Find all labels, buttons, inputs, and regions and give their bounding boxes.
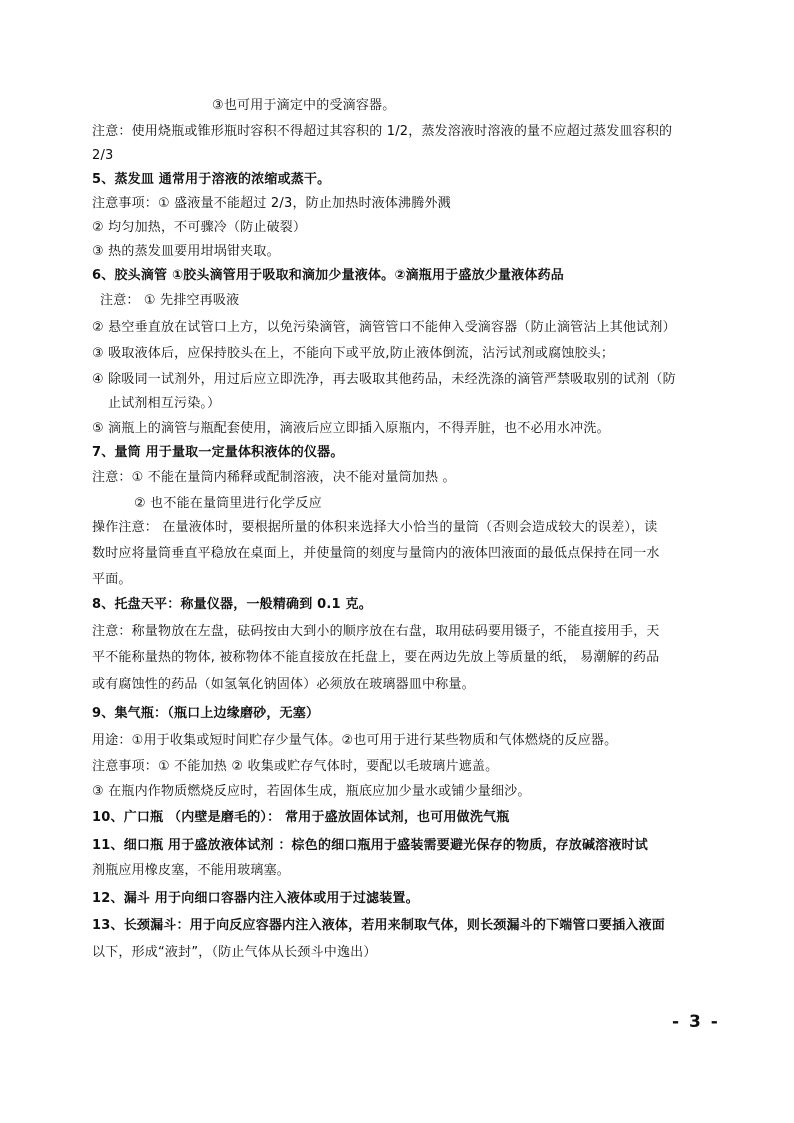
text-line: 止试剂相互污染。） bbox=[108, 396, 221, 411]
text-line: 用途：①用于收集或短时间贮存少量气体。②也可用于进行某些物质和气体燃烧的反应器。 bbox=[92, 733, 618, 748]
text-line: 数时应将量筒垂直平稳放在桌面上，并使量筒的刻度与量筒内的液体凹液面的最低点保持在同一水 bbox=[92, 546, 660, 561]
text-line: 注意：称量物放在左盘，砝码按由大到小的顺序放在右盘，取用砝码要用镊子，不能直接用手，天 bbox=[92, 624, 660, 639]
section-heading: 12、漏斗 用于向细口容器内注入液体或用于过滤装置。 bbox=[92, 891, 419, 906]
text-line: 注意： ① 先排空再吸液 bbox=[100, 293, 240, 308]
text-line: ③ 热的蒸发皿要用坩埚钳夹取。 bbox=[92, 244, 280, 259]
page-number: - 3 - bbox=[672, 1012, 720, 1032]
section-heading: 13、长颈漏斗：用于向反应容器内注入液体，若用来制取气体，则长颈漏斗的下端管口要插入液面 bbox=[92, 918, 665, 933]
text-line: ② 悬空垂直放在试管口上方，以免污染滴管，滴管管口不能伸入受滴容器（防止滴管沾上其他试剂） bbox=[92, 320, 676, 335]
section-heading: 7、量筒 用于量取一定量体积液体的仪器。 bbox=[92, 445, 344, 460]
text-line: ② 均匀加热，不可骤冷（防止破裂） bbox=[92, 220, 307, 235]
text-line: 注意事项：① 盛液量不能超过 2/3，防止加热时液体沸腾外溅 bbox=[92, 196, 451, 211]
text-line: 注意：① 不能在量筒内稀释或配制溶液，决不能对量筒加热 。 bbox=[92, 470, 456, 485]
text-line: ③ 在瓶内作物质燃烧反应时，若固体生成，瓶底应加少量水或铺少量细沙。 bbox=[92, 784, 531, 799]
text-line: ④ 除吸同一试剂外，用过后应立即洗净，再去吸取其他药品，未经洗涤的滴管严禁吸取别的试剂（防 bbox=[92, 372, 676, 387]
section-heading: 5、蒸发皿 通常用于溶液的浓缩或蒸干。 bbox=[92, 172, 331, 187]
text-line: ② 也不能在量筒里进行化学反应 bbox=[134, 496, 322, 511]
text-line: 平面。 bbox=[92, 572, 132, 587]
text-line: 注意事项：① 不能加热 ② 收集或贮存气体时，要配以毛玻璃片遮盖。 bbox=[92, 759, 499, 774]
text-line: 注意：使用烧瓶或锥形瓶时容积不得超过其容积的 1/2，蒸发溶液时溶液的量不应超过蒸发皿容积的 bbox=[92, 124, 673, 139]
section-heading: 9、集气瓶：（瓶口上边缘磨砂，无塞） bbox=[92, 706, 320, 721]
section-heading: 10、广口瓶 （内壁是磨毛的）： 常用于盛放固体试剂，也可用做洗气瓶 bbox=[92, 810, 510, 825]
section-heading: 8、托盘天平：称量仪器，一般精确到 0.1 克。 bbox=[92, 597, 372, 612]
text-line: 或有腐蚀性的药品（如氢氧化钠固体）必须放在玻璃器皿中称量。 bbox=[92, 677, 475, 692]
text-line: 剂瓶应用橡皮塞，不能用玻璃塞。 bbox=[92, 863, 291, 878]
section-heading: 6、胶头滴管 ①胶头滴管用于吸取和滴加少量液体。②滴瓶用于盛放少量液体药品 bbox=[92, 268, 564, 283]
section-heading: 11、细口瓶 用于盛放液体试剂 ：棕色的细口瓶用于盛装需要避光保存的物质，存放碱溶液时试 bbox=[92, 838, 648, 853]
text-line: 以下，形成“液封”，（防止气体从长颈斗中逸出） bbox=[92, 945, 377, 960]
text-line: ③也可用于滴定中的受滴容器。 bbox=[212, 98, 396, 113]
text-line: ⑤ 滴瓶上的滴管与瓶配套使用，滴液后应立即插入原瓶内，不得弄脏，也不必用水冲洗。 bbox=[92, 421, 610, 436]
text-line: 2/3 bbox=[92, 148, 114, 163]
text-line: ③ 吸取液体后，应保持胶头在上，不能向下或平放,防止液体倒流，沾污试剂或腐蚀胶头； bbox=[92, 346, 615, 361]
text-line: 操作注意： 在量液体时，要根据所量的体积来选择大小恰当的量筒（否则会造成较大的误差），读 bbox=[92, 520, 658, 535]
text-line: 平不能称量热的物体, 被称物体不能直接放在托盘上，要在两边先放上等质量的纸， 易潮解的药品 bbox=[92, 650, 660, 665]
